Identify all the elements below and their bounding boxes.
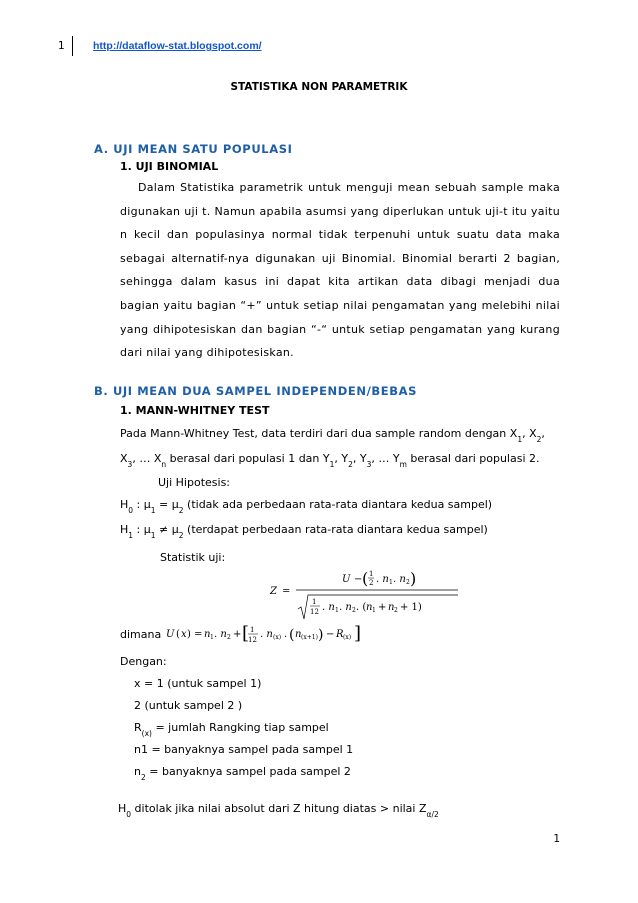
svg-text:. n: . n bbox=[339, 602, 352, 613]
dimana-label: dimana bbox=[120, 628, 162, 641]
svg-text:(: ( bbox=[362, 569, 369, 588]
svg-text:12: 12 bbox=[248, 636, 257, 644]
svg-text:2: 2 bbox=[227, 634, 231, 641]
stat-label: Statistik uji: bbox=[160, 551, 226, 564]
dengan-label: Dengan: bbox=[120, 655, 167, 668]
h1-line: $H_1$ : $\mu_1 \ne \mu_2$ (terdapat perbedaan rata-rata diantara kedua sampel) bbox=[120, 523, 488, 540]
section-b-heading: B. UJI MEAN DUA SAMPEL INDEPENDEN/BEBAS bbox=[94, 384, 417, 398]
mw-intro-line: Pada Mann-Whitney Test, data terdiri dari dua sample random dengan $X_1$, $X_2$, bbox=[120, 427, 545, 444]
svg-text:n: n bbox=[388, 602, 395, 613]
svg-text:(x+1): (x+1) bbox=[301, 634, 318, 641]
svg-text:1: 1 bbox=[312, 598, 317, 606]
document-title: STATISTIKA NON PARAMETRIK bbox=[230, 81, 408, 93]
header-url-link[interactable]: http://dataflow-stat.blogspot.com/ bbox=[93, 40, 262, 52]
h0-conclusion: $H_0$ ditolak jika nilai absolut dari Z hitung diatas > nilai $Z_{\alpha/2}$ bbox=[118, 802, 439, 819]
svg-text:1: 1 bbox=[335, 607, 339, 614]
svg-text:): ) bbox=[187, 629, 191, 640]
svg-text:n: n bbox=[204, 629, 211, 640]
svg-text:n: n bbox=[366, 602, 373, 613]
svg-text:.: . bbox=[284, 629, 288, 640]
def-n1: n1 = banyaknya sampel pada sampel 1 bbox=[134, 743, 354, 756]
h0-line: $H_0$ : $\mu_1 = \mu_2$ (tidak ada perbedaan rata-rata diantara kedua sampel) bbox=[120, 498, 493, 515]
svg-text:+: + bbox=[233, 629, 242, 640]
svg-text:): ) bbox=[318, 627, 324, 643]
svg-text:1: 1 bbox=[372, 607, 376, 614]
def-n2: $n_2$ = banyaknya sampel pada sampel 2 bbox=[134, 765, 351, 782]
svg-text:(x): (x) bbox=[273, 634, 282, 641]
hypothesis-label: Uji Hipotesis: bbox=[158, 476, 231, 489]
svg-text:1: 1 bbox=[250, 626, 255, 634]
svg-text:=: = bbox=[282, 586, 291, 597]
svg-text:2: 2 bbox=[369, 579, 374, 587]
svg-text:1: 1 bbox=[389, 579, 393, 586]
binomial-paragraph: Dalam Statistika parametrik untuk menguji mean sebuah sample maka digunakan uji t. Namun apabila asumsi yang diperlukan untuk uji-t itu yaitu n kecil dan populasinya normal tidak terpenuhi untuk suatu data maka sebagai alternatif-nya digunakan uji Binomial. Binomial berarti 2 bagian, sehingga dalam kasus ini dapat kita artikan data dibagi menjadi dua bagian yaitu bagian “+” untuk setiap nilai pengamatan yang melebihi nilai yang dihipotesiskan dan bagian “-“ untuk setiap pengamatan yang kurang dari nilai yang dihipotesiskan. bbox=[120, 181, 560, 360]
svg-text:. n: . n bbox=[214, 629, 227, 640]
svg-text:U: U bbox=[342, 574, 351, 585]
def-rx: $R_{(x)}$ = jumlah Rangking tiap sampel bbox=[134, 721, 329, 738]
header-divider bbox=[72, 36, 73, 56]
svg-text:2: 2 bbox=[406, 579, 410, 586]
mw-samples-line: $X_3$, … $X_n$ berasal dari populasi 1 dan $Y_1$, $Y_2$, $Y_3$, … $Y_m$ berasal dari populasi 2. bbox=[120, 452, 540, 469]
svg-text:Z: Z bbox=[270, 586, 277, 597]
svg-text:+ 1): + 1) bbox=[400, 602, 422, 613]
svg-text:. n: . n bbox=[393, 574, 406, 585]
svg-text:=: = bbox=[194, 629, 203, 640]
svg-text:12: 12 bbox=[310, 608, 319, 616]
def-x1: x = 1 (untuk sampel 1) bbox=[134, 677, 262, 690]
svg-text:x: x bbox=[181, 629, 187, 640]
svg-text:(: ( bbox=[289, 627, 295, 643]
svg-text:1: 1 bbox=[210, 634, 214, 641]
svg-text:1: 1 bbox=[369, 570, 374, 578]
svg-text:−: − bbox=[326, 629, 335, 640]
svg-text:): ) bbox=[410, 569, 417, 588]
svg-text:R: R bbox=[336, 629, 344, 640]
svg-text:(: ( bbox=[176, 629, 180, 640]
section-b-subheading: 1. MANN-WHITNEY TEST bbox=[120, 404, 270, 417]
svg-text:[: [ bbox=[242, 623, 250, 644]
svg-text:n: n bbox=[295, 629, 302, 640]
svg-text:+: + bbox=[378, 602, 387, 613]
def-x2: 2 (untuk sampel 2 ) bbox=[134, 699, 243, 712]
svg-text:]: ] bbox=[354, 623, 362, 644]
svg-text:. n: . n bbox=[322, 602, 335, 613]
svg-text:2: 2 bbox=[352, 607, 356, 614]
header-page-number: 1 bbox=[58, 40, 65, 52]
svg-text:2: 2 bbox=[394, 607, 398, 614]
u-formula bbox=[162, 621, 372, 647]
z-formula bbox=[262, 563, 462, 625]
svg-text:. (: . ( bbox=[356, 602, 367, 613]
section-a-subheading: 1. UJI BINOMIAL bbox=[120, 160, 219, 173]
svg-text:. n: . n bbox=[376, 574, 389, 585]
footer-page-number: 1 bbox=[553, 833, 560, 845]
svg-text:U: U bbox=[166, 629, 175, 640]
svg-text:−: − bbox=[354, 574, 363, 585]
section-a-heading: A. UJI MEAN SATU POPULASI bbox=[94, 142, 293, 156]
svg-text:. n: . n bbox=[260, 629, 273, 640]
svg-text:(x): (x) bbox=[343, 634, 352, 641]
